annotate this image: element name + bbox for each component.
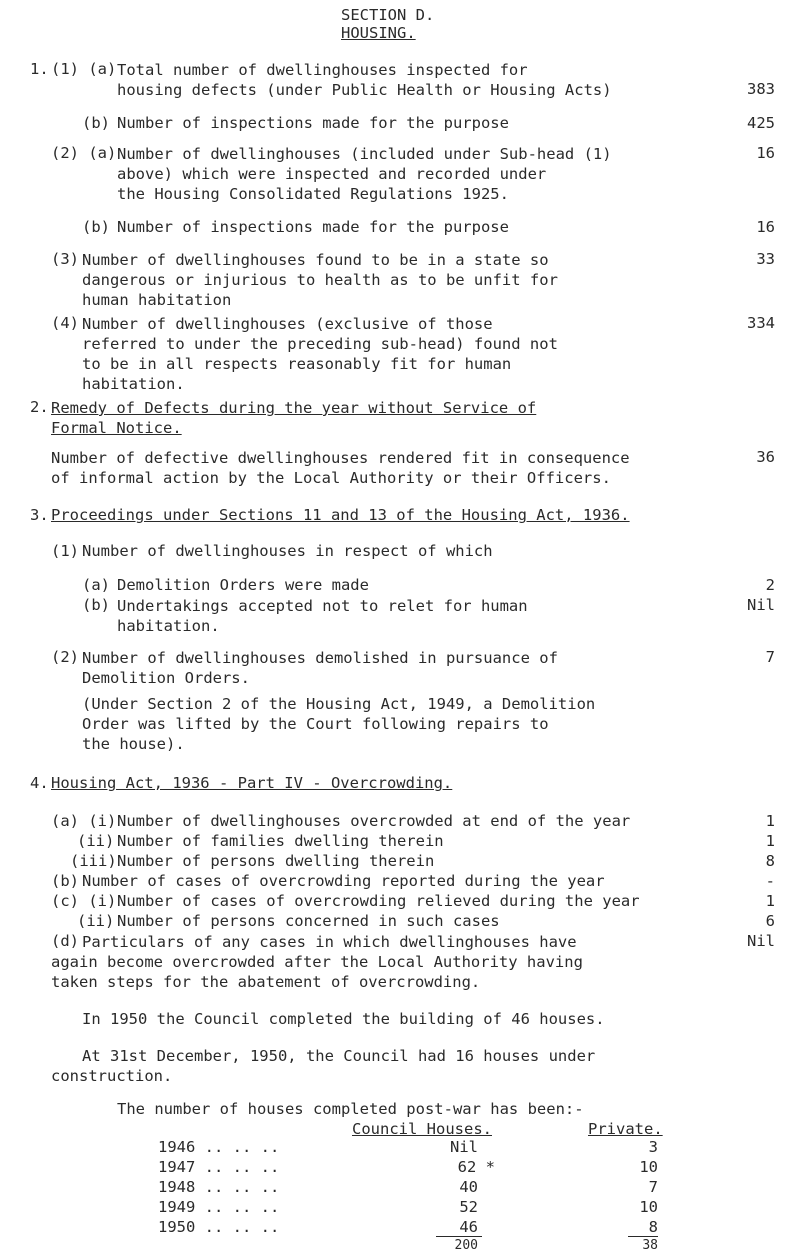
table-total-private: 38 bbox=[642, 1238, 658, 1253]
item-text: Number of dwellinghouses overcrowded at end of the year bbox=[117, 812, 631, 830]
item-text bbox=[117, 144, 612, 204]
text-line: (Under Section 2 of the Housing Act, 1949, a Demolition bbox=[82, 695, 596, 713]
item-text bbox=[82, 648, 558, 688]
text-line: above) which were inspected and recorded under bbox=[117, 165, 547, 183]
text-line: Undertakings accepted not to relet for human bbox=[117, 597, 528, 615]
item-value: 33 bbox=[756, 250, 775, 268]
heading-line: Formal Notice. bbox=[51, 419, 182, 437]
text-line: construction. bbox=[51, 1067, 173, 1085]
item-value: 1 bbox=[765, 832, 775, 850]
item-label: (ii) bbox=[77, 832, 115, 850]
text-line: Total number of dwellinghouses inspected for bbox=[117, 61, 528, 79]
item-label: (b) bbox=[82, 218, 110, 236]
text-line: Particulars of any cases in which dwellinghouses have bbox=[82, 933, 577, 951]
item-value: - bbox=[765, 872, 775, 890]
heading-line: Remedy of Defects during the year without Service of bbox=[51, 399, 537, 417]
section-number-1: 1. bbox=[30, 60, 49, 78]
text-line: referred to under the preceding sub-head) found not bbox=[82, 335, 558, 353]
item-value: 334 bbox=[747, 314, 775, 332]
item-label: (1) (a) bbox=[51, 60, 117, 78]
item-text bbox=[117, 60, 612, 100]
item-text: Demolition Orders were made bbox=[117, 576, 369, 594]
text-line: again become overcrowded after the Local Authority having bbox=[51, 953, 583, 971]
item-text bbox=[117, 596, 528, 636]
item-text: Number of dwellinghouses in respect of which bbox=[82, 542, 493, 560]
section-heading-2 bbox=[51, 398, 536, 438]
text-line: habitation. bbox=[82, 375, 185, 393]
table-cell-private: 10 bbox=[639, 1198, 658, 1216]
text-line: habitation. bbox=[117, 617, 220, 635]
item-label: (b) bbox=[51, 872, 79, 890]
item-value: 36 bbox=[756, 448, 775, 466]
table-cell-council: 52 bbox=[459, 1198, 478, 1216]
paragraph: In 1950 the Council completed the building of 46 houses. bbox=[82, 1010, 605, 1028]
item-text bbox=[82, 314, 558, 394]
text-line: Number of dwellinghouses demolished in pursuance of bbox=[82, 649, 558, 667]
table-row-year: 1947 .. .. .. bbox=[158, 1158, 280, 1176]
item-label: (a) (i) bbox=[51, 812, 117, 830]
item-value: 16 bbox=[756, 218, 775, 236]
item-text: Number of inspections made for the purpose bbox=[117, 114, 509, 132]
text-line: the Housing Consolidated Regulations 1925. bbox=[117, 185, 509, 203]
item-label: (d) bbox=[51, 932, 79, 950]
text-line: Number of dwellinghouses found to be in a state so bbox=[82, 251, 549, 269]
text-line: Demolition Orders. bbox=[82, 669, 250, 687]
item-label: (1) bbox=[51, 542, 79, 560]
item-text: Number of families dwelling therein bbox=[117, 832, 444, 850]
section-heading: SECTION D. bbox=[341, 6, 435, 24]
text-line: of informal action by the Local Authority or their Officers. bbox=[51, 469, 611, 487]
item-label: (ii) bbox=[77, 912, 115, 930]
table-total-rule bbox=[628, 1236, 658, 1237]
item-label: (c) (i) bbox=[51, 892, 117, 910]
item-value: Nil bbox=[747, 596, 775, 614]
text-line: taken steps for the abatement of overcrowding. bbox=[51, 973, 481, 991]
table-header-private: Private. bbox=[588, 1120, 663, 1138]
item-text bbox=[82, 932, 577, 952]
table-cell-private: 10 bbox=[639, 1158, 658, 1176]
section-number-4: 4. bbox=[30, 774, 49, 792]
table-total-rule bbox=[436, 1236, 482, 1237]
text-line: Order was lifted by the Court following repairs to bbox=[82, 715, 549, 733]
text-line: Number of dwellinghouses (exclusive of those bbox=[82, 315, 493, 333]
item-value: 8 bbox=[765, 852, 775, 870]
page-title: HOUSING. bbox=[341, 24, 416, 42]
paragraph bbox=[51, 1046, 595, 1086]
item-label: (a) bbox=[82, 576, 110, 594]
table-cell-private: 3 bbox=[648, 1138, 658, 1156]
item-value: 6 bbox=[765, 912, 775, 930]
table-row-year: 1946 .. .. .. bbox=[158, 1138, 280, 1156]
item-text bbox=[51, 448, 630, 488]
table-cell-private: 8 bbox=[648, 1218, 658, 1236]
table-row-year: 1949 .. .. .. bbox=[158, 1198, 280, 1216]
item-value: 16 bbox=[756, 144, 775, 162]
text-line: the house). bbox=[82, 735, 185, 753]
text-line: Number of defective dwellinghouses rendered fit in consequence bbox=[51, 449, 630, 467]
item-text bbox=[82, 250, 558, 310]
item-label: (2) (a) bbox=[51, 144, 117, 162]
item-value: 7 bbox=[765, 648, 775, 666]
item-label: (3) bbox=[51, 250, 79, 268]
item-label: (4) bbox=[51, 314, 79, 332]
text-line: housing defects (under Public Health or Housing Acts) bbox=[117, 81, 612, 99]
table-total-council: 200 bbox=[454, 1238, 478, 1253]
section-number-3: 3. bbox=[30, 506, 49, 524]
item-text: Number of cases of overcrowding relieved during the year bbox=[117, 892, 640, 910]
item-value: 2 bbox=[765, 576, 775, 594]
item-value: Nil bbox=[747, 932, 775, 950]
section-heading-4: Housing Act, 1936 - Part IV - Overcrowding. bbox=[51, 774, 453, 792]
item-label: (b) bbox=[82, 114, 110, 132]
table-cell-council: 40 bbox=[459, 1178, 478, 1196]
table-cell-council: 62 * bbox=[457, 1158, 495, 1176]
item-text: Number of persons concerned in such cases bbox=[117, 912, 500, 930]
item-text: Number of cases of overcrowding reported during the year bbox=[82, 872, 605, 890]
table-header-council: Council Houses. bbox=[352, 1120, 492, 1138]
item-label: (2) bbox=[51, 648, 79, 666]
note bbox=[82, 694, 595, 754]
table-row-year: 1950 .. .. .. bbox=[158, 1218, 280, 1236]
text-line: At 31st December, 1950, the Council had 16 houses under bbox=[82, 1047, 596, 1065]
item-value: 1 bbox=[765, 812, 775, 830]
item-text: Number of persons dwelling therein bbox=[117, 852, 435, 870]
text-line: to be in all respects reasonably fit for human bbox=[82, 355, 512, 373]
item-text: Number of inspections made for the purpose bbox=[117, 218, 509, 236]
text-line: human habitation bbox=[82, 291, 232, 309]
item-text bbox=[51, 952, 583, 992]
item-value: 1 bbox=[765, 892, 775, 910]
item-label: (b) bbox=[82, 596, 110, 614]
table-intro: The number of houses completed post-war has been:- bbox=[117, 1100, 584, 1118]
text-line: Number of dwellinghouses (included under Sub-head (1) bbox=[117, 145, 612, 163]
section-number-2: 2. bbox=[30, 398, 49, 416]
item-value: 425 bbox=[747, 114, 775, 132]
table-row-year: 1948 .. .. .. bbox=[158, 1178, 280, 1196]
table-cell-council: 46 bbox=[459, 1218, 478, 1236]
item-value: 383 bbox=[747, 80, 775, 98]
item-label: (iii) bbox=[70, 852, 117, 870]
section-heading-3: Proceedings under Sections 11 and 13 of the Housing Act, 1936. bbox=[51, 506, 630, 524]
table-cell-private: 7 bbox=[648, 1178, 658, 1196]
text-line: dangerous or injurious to health as to be unfit for bbox=[82, 271, 558, 289]
table-cell-council: Nil bbox=[450, 1138, 478, 1156]
